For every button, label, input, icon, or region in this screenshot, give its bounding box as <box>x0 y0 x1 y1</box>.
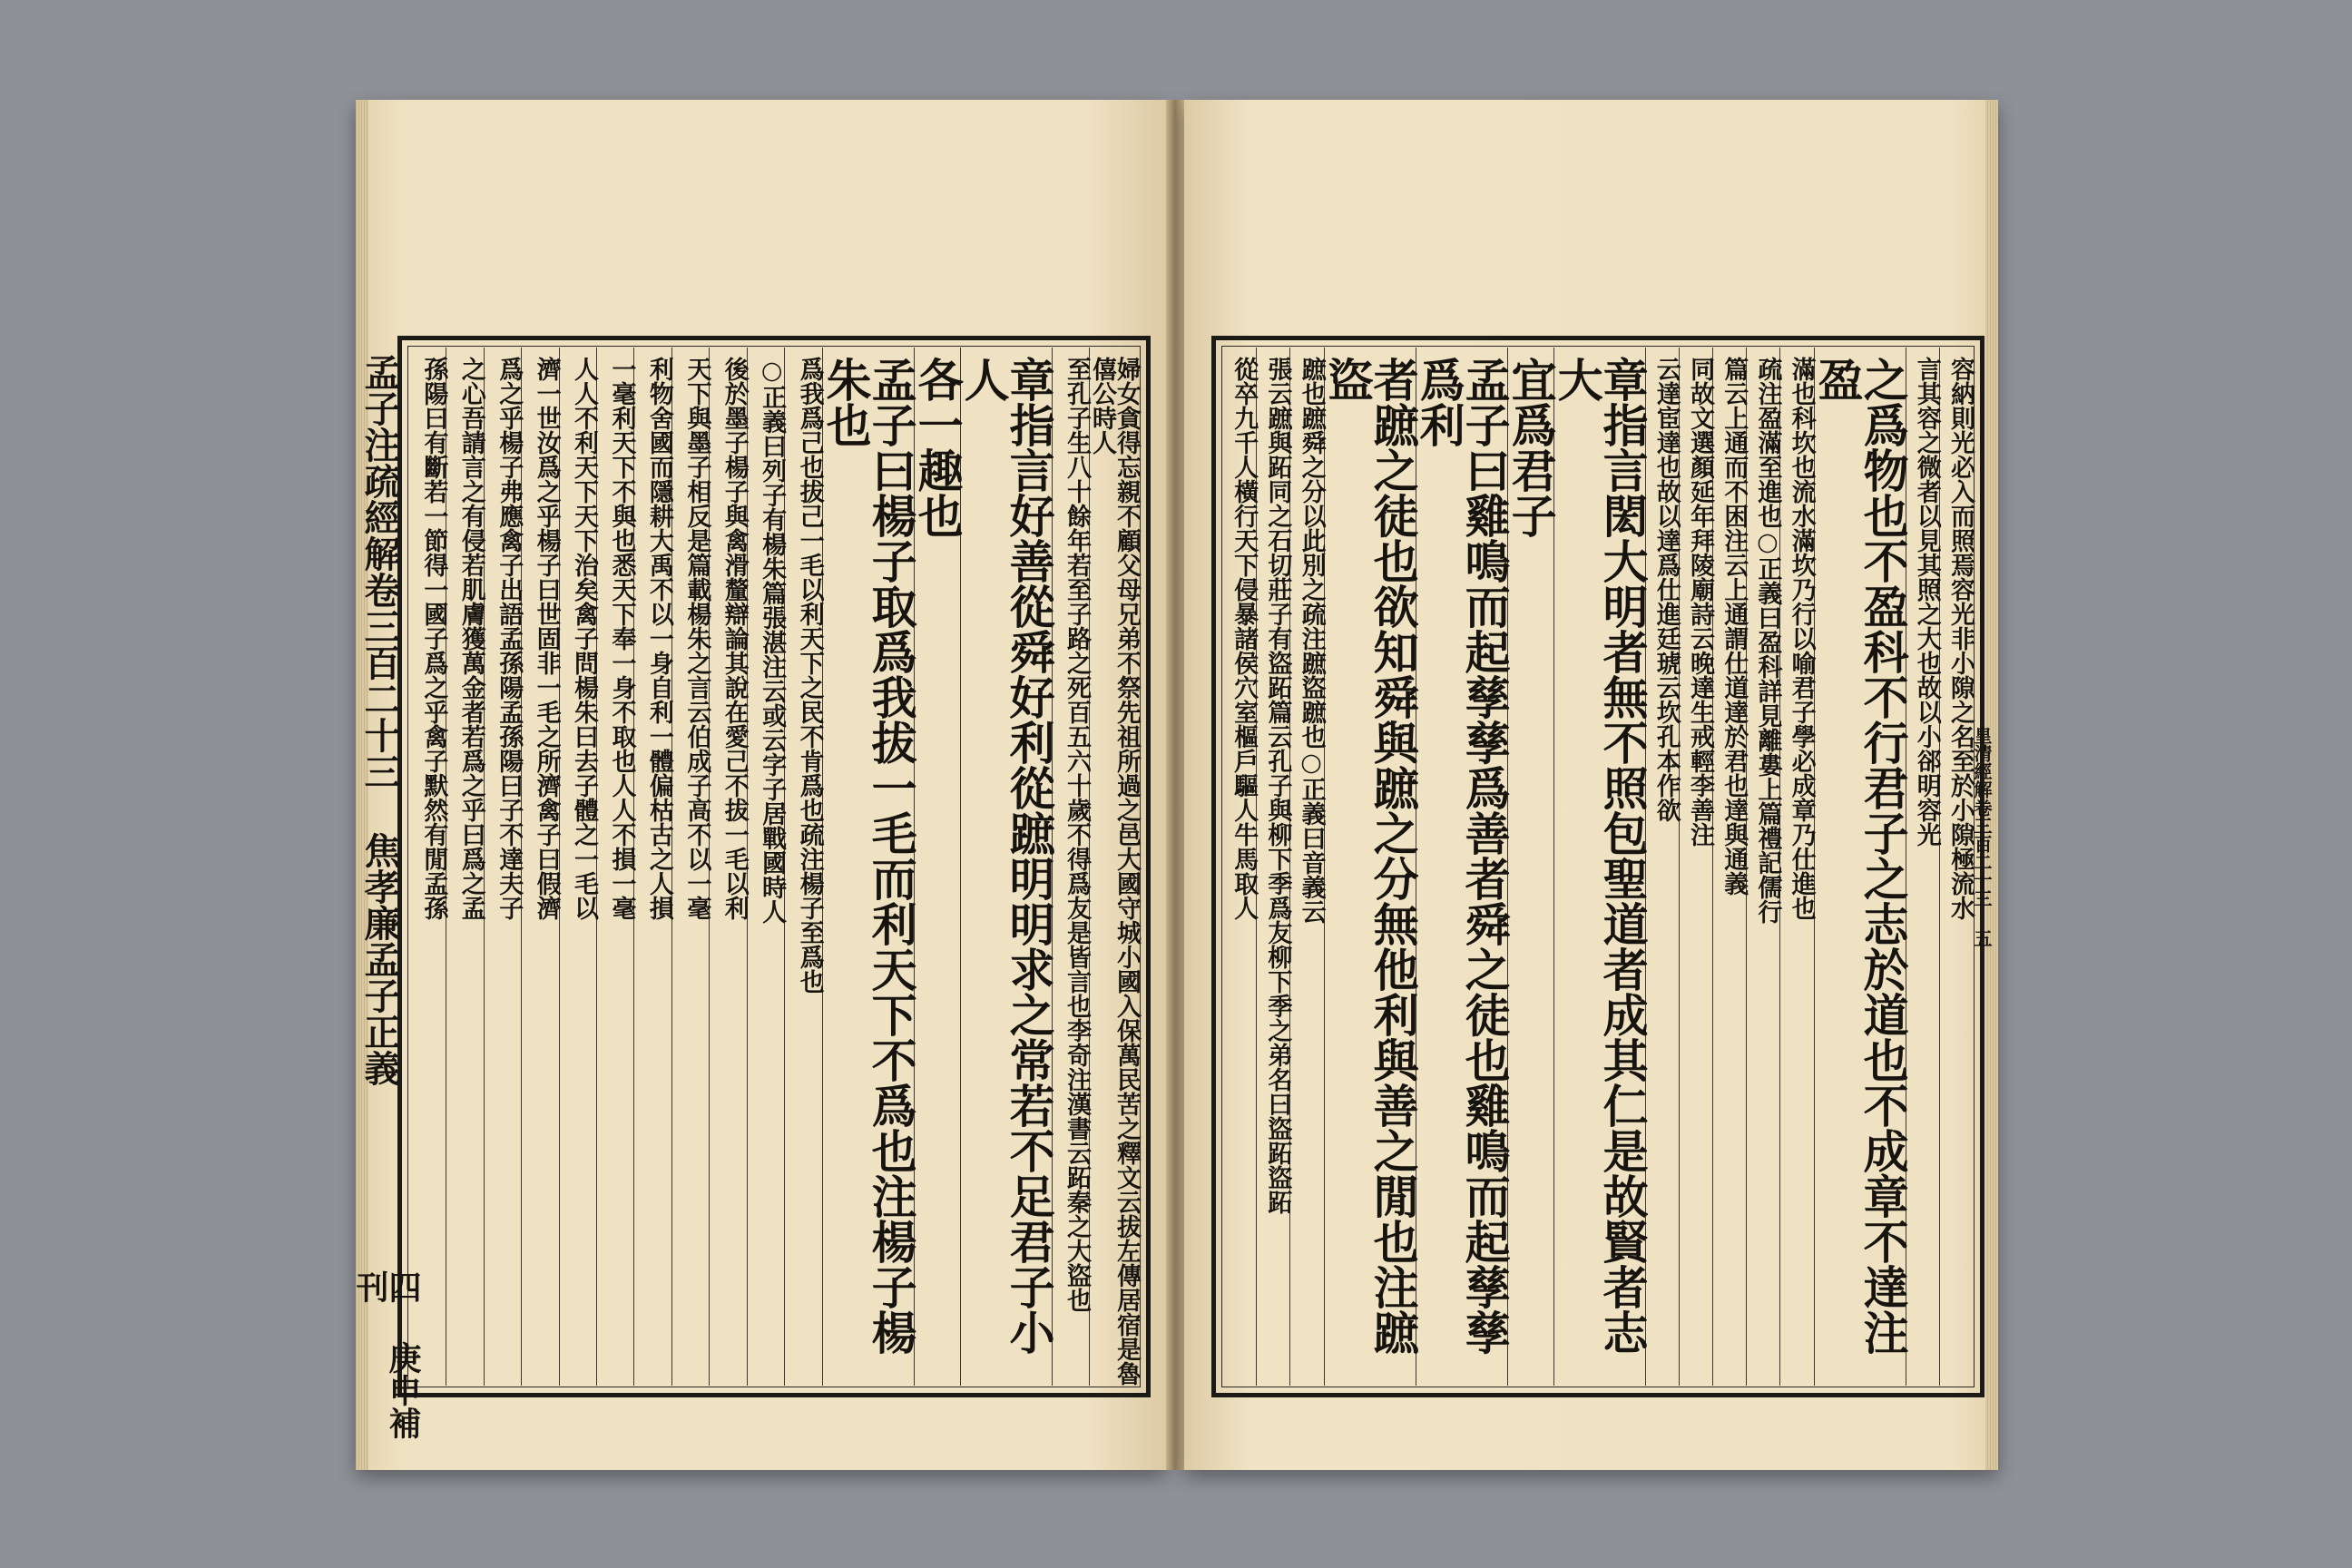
open-book <box>351 100 1998 1470</box>
left-page-column: 濟一世汝爲之乎楊子曰世固非一毛之所濟禽子曰假濟 <box>521 348 558 1386</box>
right-page-column: 者蹠之徒也欲知舜與蹠之分無他利與善之閒也注蹠盜 <box>1324 348 1416 1386</box>
right-page-column: 從卒九千人橫行天下侵暴諸侯穴室樞戶驅人牛馬取人 <box>1230 357 1259 920</box>
right-margin-title: 皇清經解卷三百二十三 五 <box>1971 726 1993 947</box>
left-page-column: 章指言好善從舜好利從蹠明明求之常若不足君子小人 <box>960 348 1052 1386</box>
left-columns <box>409 348 1139 1386</box>
left-page-column: 至孔子生八十餘年若至子路之死百五六十歲不得爲友是皆言也李奇注漢書云跖秦之大盜也 <box>1052 348 1089 1386</box>
book-gutter <box>1166 100 1184 1470</box>
left-page-column: 孫陽曰有斷若一節得一國子爲之乎禽子默然有閒孟孫 <box>419 357 448 920</box>
left-margin-title: 孟子注疏經解卷三百二十三 焦孝廉孟子正義 <box>358 354 401 1086</box>
left-page-column: 孟子曰楊子取爲我拔一毛而利天下不爲也注楊子楊朱也 <box>822 348 914 1386</box>
right-page-column: 同故文選顏延年拜陵廟詩云晚達生戒輕李善注 <box>1679 348 1712 1386</box>
right-page-column: 言其容之微者以見其照之大也故以小郤明容光 <box>1906 348 1939 1386</box>
right-page-column: 容納則光必入而照焉容光非小隙之名至於小隙極流水 <box>1939 348 1973 1386</box>
left-page-column: 婦女貪得忘親不顧父母兄弟不祭先祖所過之邑大國守城小國入保萬民苦之釋文云拔左傳居宿是魯僖公時人 <box>1089 348 1139 1386</box>
left-page-column: 後於墨子楊子與禽滑釐辯論其說在愛己不拔一毛以利 <box>709 348 746 1386</box>
right-page-column: 云達宦達也故以達爲仕進廷琥云坎孔本作欲 <box>1645 348 1679 1386</box>
right-page-column: 蹠也蹠舜之分以此別之疏注蹠盜蹠也○正義曰音義云 <box>1289 348 1323 1386</box>
left-page-column: 爲之乎楊子弗應禽子出語孟孫陽孟孫陽曰子不達夫子 <box>484 348 521 1386</box>
right-page-column: 宜爲君子 <box>1507 348 1553 1386</box>
right-page <box>1184 100 1998 1470</box>
left-page-column: 天下與墨子相反是篇載楊朱之言云伯成子高不以一毫 <box>671 348 709 1386</box>
left-page-column: 之心吾請言之有侵若肌膚獲萬金者若爲之乎曰爲之孟 <box>446 348 483 1386</box>
left-page-column: 人人不利天下天下治矣禽子問楊朱曰去子體之一毛以 <box>559 348 596 1386</box>
right-page-column: 張云蹠與跖同之石切莊子有盜跖篇云孔子與柳下季爲友柳下季之弟名曰盜跖盜跖 <box>1256 348 1289 1386</box>
left-page-column: ○正義曰列子有楊朱篇張湛注云或云字子居戰國時人 <box>747 348 784 1386</box>
right-page-column: 孟子曰雞鳴而起孳孳爲善者舜之徒也雞鳴而起孳孳爲利 <box>1416 348 1507 1386</box>
left-page-column: 一毫利天下不與也悉天下奉一身不取也人人不損一毫 <box>596 348 633 1386</box>
right-page-column: 滿也科坎也流水滿坎乃行以喻君子學必成章乃仕進也 <box>1779 348 1813 1386</box>
right-page-column: 疏注盈滿至進也○正義曰盈科詳見離婁上篇禮記儒行 <box>1746 348 1779 1386</box>
right-page-column: 之爲物也不盈科不行君子之志於道也不成章不達注盈 <box>1814 348 1906 1386</box>
left-page <box>351 100 1166 1470</box>
right-page-column: 章指言閎大明者無不照包聖道者成其仁是故賢者志大 <box>1553 348 1645 1386</box>
right-columns <box>1223 348 1973 1386</box>
right-text-frame <box>1211 336 1984 1397</box>
left-page-column: 爲我爲己也拔己一毛以利天下之民不肯爲也疏注楊子至爲也 <box>784 348 821 1386</box>
left-text-frame <box>397 336 1151 1397</box>
left-page-column: 各一趣也 <box>914 348 960 1386</box>
right-page-column: 篇云上通而不困注云上通謂仕道達於君也達與通義 <box>1712 348 1746 1386</box>
left-page-column: 利物舍國而隱耕大禹不以一身自利一體偏枯古之人損 <box>633 348 671 1386</box>
left-margin-footer: 四 庚申補刊 <box>351 1270 422 1439</box>
